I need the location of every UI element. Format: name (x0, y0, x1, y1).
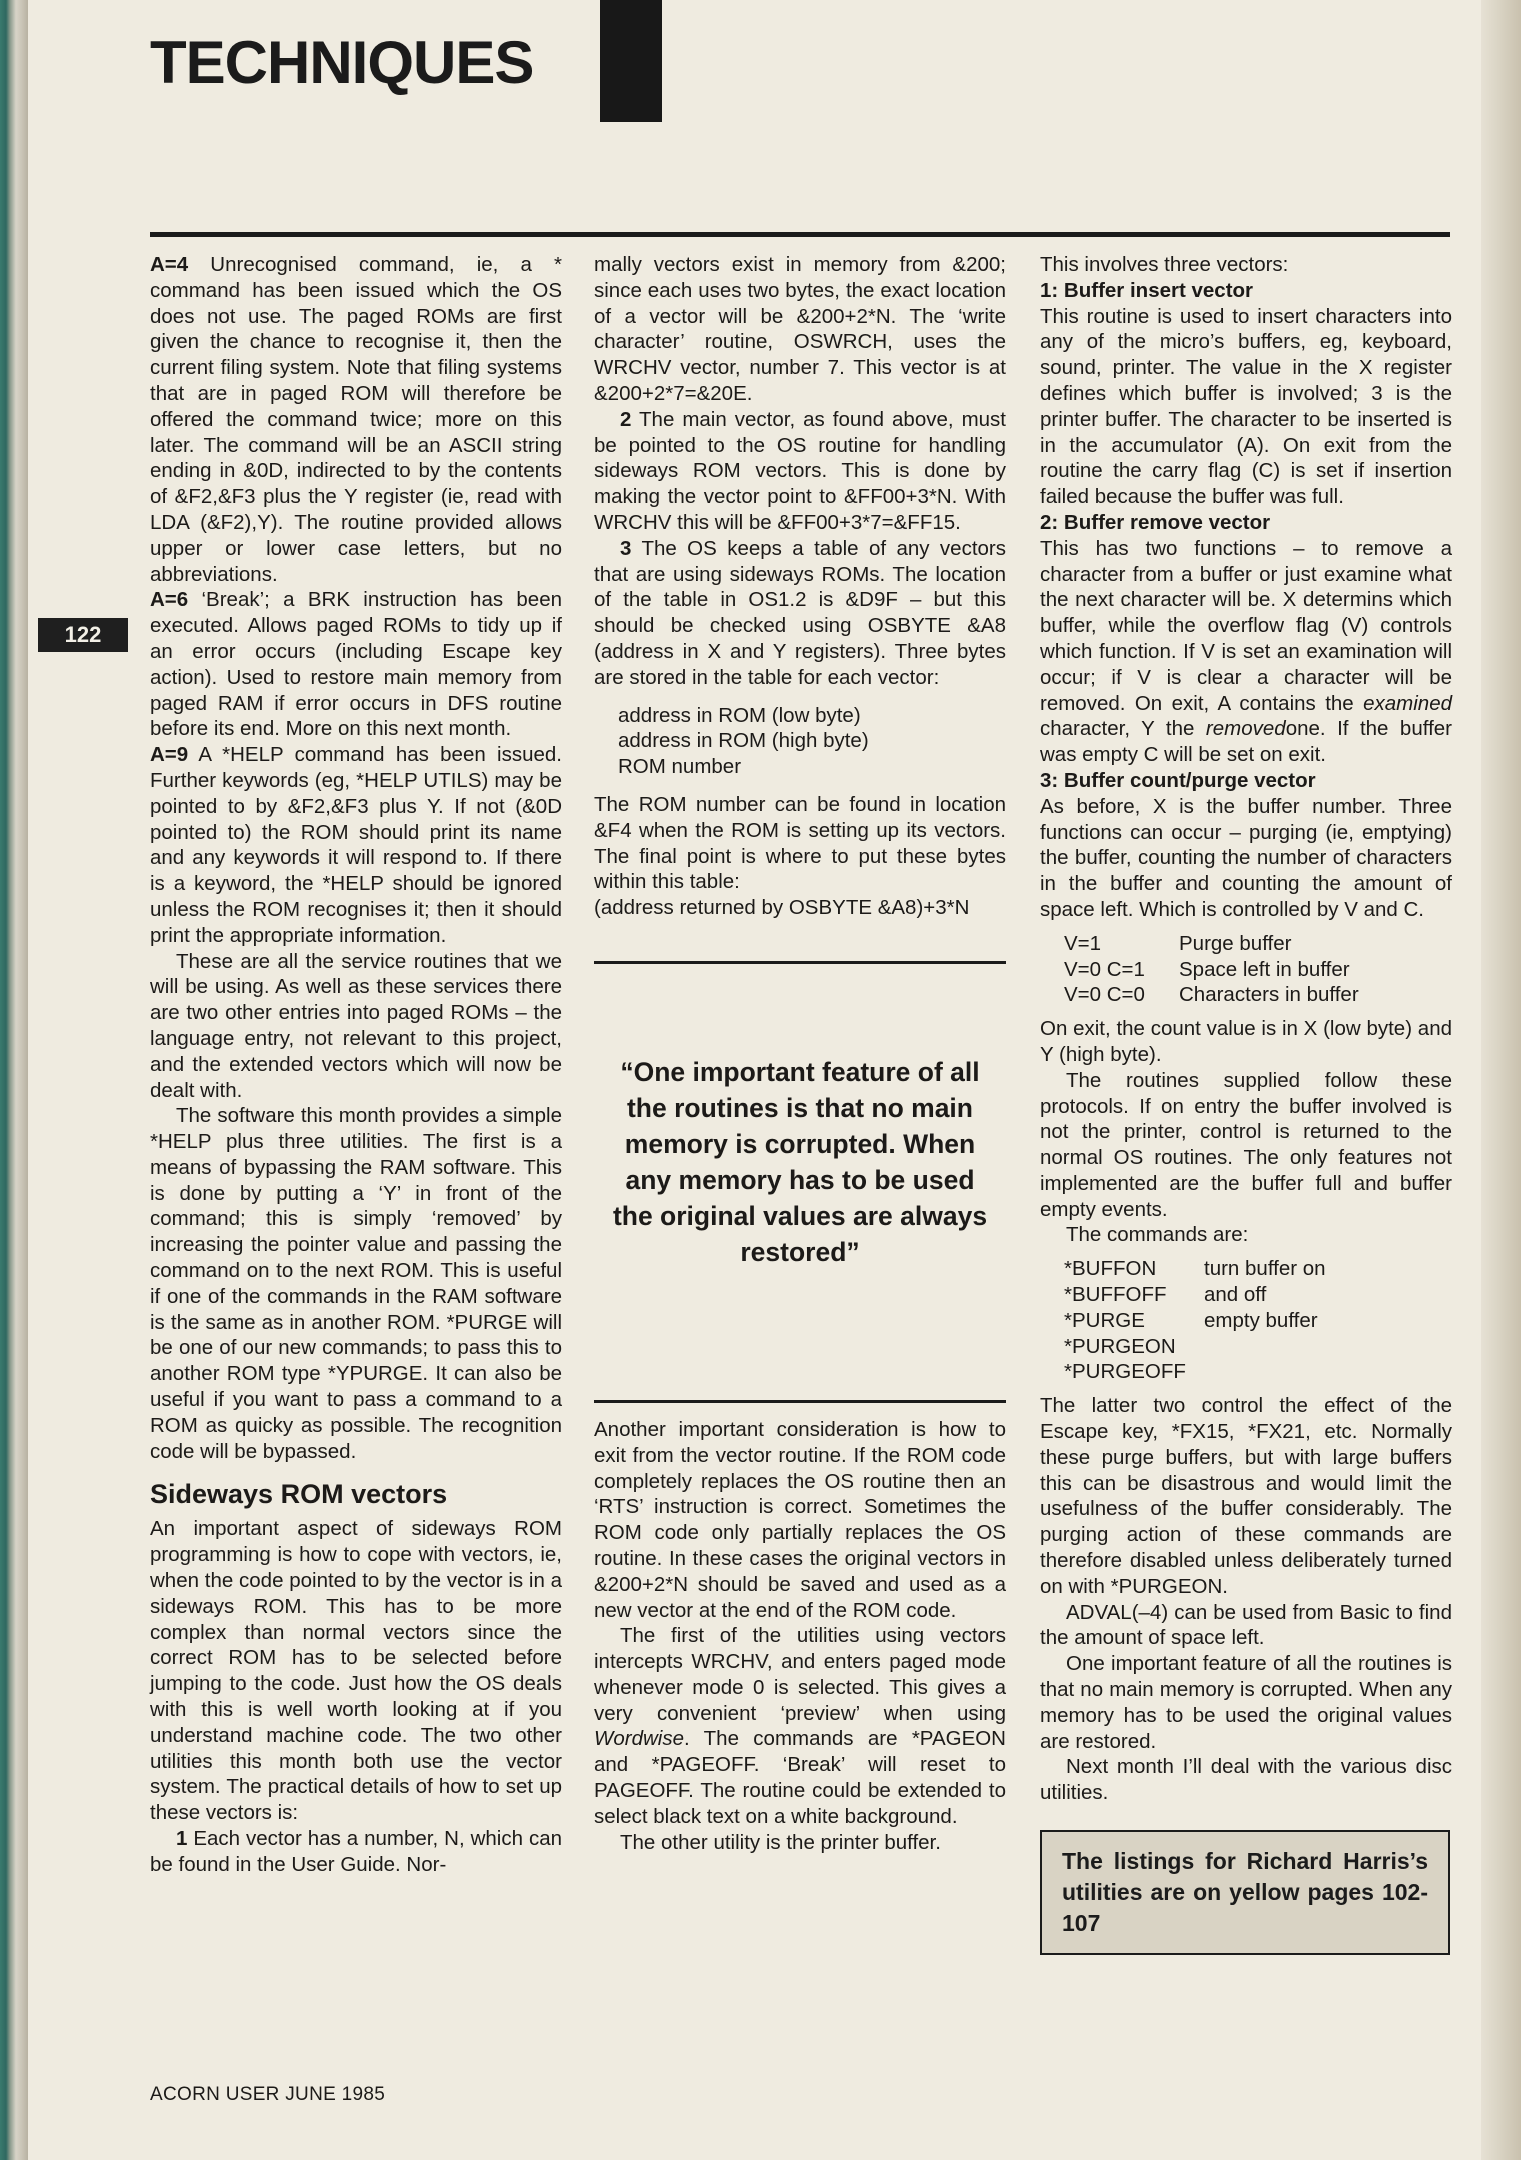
emphasis: removed (1205, 717, 1286, 741)
pull-quote: “One important feature of all the routines is that no main memory is corrupted. When any memory has to be used the original values are always restored” (612, 1056, 988, 1267)
listings-callout-box: The listings for Richard Harris’s utilities are on yellow pages 102-107 (1040, 1830, 1450, 1955)
table-cell: *PURGEON (1064, 1334, 1176, 1358)
paragraph-text: The main vector, as found above, must be pointed to the OS routine for handling sideways ROM vectors. This is done by making the vector point to &FF00+3*N. With WRCHV this will be &FF00+3*7=&FF15. (594, 407, 1006, 534)
subheading: 2: Buffer remove vector (1040, 510, 1271, 534)
table-cell: *BUFFON (1064, 1257, 1157, 1281)
paragraph-text: . The commands are *PAGEON and *PAGEOFF. ‘Break’ will reset to PAGEOFF. The routine could be extended to select black text on a white background. (594, 1727, 1006, 1828)
column-2 (594, 252, 1006, 1855)
table-cell: Characters in buffer (1179, 983, 1359, 1007)
table-row (1064, 982, 1452, 1008)
paragraph (594, 536, 1006, 691)
quote-rule-bottom (594, 1400, 1006, 1403)
table-cell: *BUFFOFF (1064, 1283, 1167, 1307)
paragraph: An important aspect of sideways ROM programming is how to cope with vectors, ie, when the code pointed to by the vector is in a sideways ROM. This has to be more complex than normal vectors since the correct ROM has to be selected before jumping to the code. Just how the OS deals with this is well worth looking at if you understand machine code. The two other utilities this month both use the vector system. The practical details of how to set up these vectors is: (150, 1517, 562, 1825)
paragraph: On exit, the count value is in X (low byte) and Y (high byte). (1040, 1017, 1452, 1066)
paragraph-text: The first of the utilities using vectors intercepts WRCHV, and enters paged mode whenever mode 0 is selected. This gives a very convenient ‘preview’ when using (594, 1624, 1006, 1725)
subheading: 3: Buffer count/purge vector (1040, 768, 1316, 792)
column-3 (1040, 252, 1452, 1955)
paragraph: The latter two control the effect of the Escape key, *FX15, *FX21, etc. Normally these purge buffers, but with large buffers this can be disastrous and would limit the usefulness of the buffer considerably. The purging action of these commands are therefore disabled unless deliberately turned on with *PURGEON. (1040, 1394, 1452, 1598)
paragraph: As before, X is the buffer number. Three functions can occur – purging (ie, emptying) the buffer, counting the number of characters in the buffer and counting the amount of space left. Which is controlled by V and C. (1040, 794, 1452, 921)
table-cell: V=0 C=0 (1064, 983, 1145, 1007)
table-row (1064, 1282, 1452, 1308)
section-title: TECHNIQUES (150, 29, 534, 96)
paragraph: The routines supplied follow these protocols. If on entry the buffer involved is not the printer, control is returned to the normal OS routines. The only features not implemented are the buffer full and buffer empty events. (1040, 1068, 1452, 1221)
paragraph-text: Unrecognised command, ie, a * command has been issued which the OS does not use. The paged ROMs are first given the chance to recognise it, then the current filing system. Note that filing systems that are in paged ROM will therefore be offered the command twice; more on this later. The command will be an ASCII string ending in &0D, indirected to by the contents of &F2,&F3 plus the Y register (ie, read with LDA (&F2),Y). The routine provided allows upper or lower case letters, but no abbreviations. (150, 253, 562, 586)
table-row (1064, 1359, 1452, 1385)
table-cell: V=0 C=1 (1064, 957, 1145, 981)
formula: (address returned by OSBYTE &A8)+3*N (594, 896, 970, 920)
flag-table (1064, 931, 1452, 1008)
header-tab-block (600, 0, 662, 122)
section-heading: Sideways ROM vectors (150, 1479, 448, 1510)
paragraph: These are all the service routines that we will be using. As well as these services there are two other entries into paged ROMs – the language entry, not relevant to this project, and the extended vectors which will now be dealt with. (150, 949, 562, 1102)
paragraph (150, 587, 562, 742)
table-cell: empty buffer (1204, 1308, 1318, 1332)
table-row (1064, 1334, 1452, 1360)
page-edge (1481, 0, 1521, 2160)
table-row (1064, 1256, 1452, 1282)
table-cell: Purge buffer (1179, 931, 1292, 955)
step-number: 2 (620, 407, 632, 431)
table-row (1064, 1308, 1452, 1334)
step-number: 1 (176, 1827, 188, 1851)
quote-rule-top (594, 961, 1006, 964)
table-cell: and off (1204, 1283, 1267, 1307)
service-label: A=9 (150, 743, 189, 767)
paragraph-text: one. If the buffer was empty C will be set on exit. (1040, 717, 1452, 767)
paragraph: One important feature of all the routines is that no main memory is corrupted. When any memory has to be used the original values are restored. (1040, 1652, 1452, 1753)
service-label: A=6 (150, 588, 189, 612)
table-row (1064, 931, 1452, 957)
paragraph: This involves three vectors: (1040, 253, 1289, 276)
paragraph-text: Each vector has a number, N, which can be found in the User Guide. Nor- (150, 1827, 562, 1876)
service-label: A=4 (150, 253, 189, 276)
paragraph: The other utility is the printer buffer. (620, 1830, 941, 1854)
command-table (1064, 1256, 1452, 1385)
paragraph: Next month I’ll deal with the various disc utilities. (1040, 1755, 1452, 1805)
paragraph-text: A *HELP command has been issued. Further keywords (eg, *HELP UTILS) may be pointed to by &F2,&F3 plus Y. If not (&0D pointed to) the ROM should print its name and any keywords it will respond to. If there is a keyword, the *HELP should be ignored unless the ROM recognises it; then it should print the appropriate information. (150, 743, 562, 947)
paragraph-text: character, Y the (1040, 717, 1206, 741)
table-cell: *PURGE (1064, 1308, 1145, 1332)
paragraph: The commands are: (1066, 1223, 1249, 1247)
paragraph: Another important consideration is how to exit from the vector routine. If the ROM code completely replaces the OS routine then an ‘RTS’ instruction is correct. Sometimes the ROM code only partially replaces the OS routine. In these cases the original vectors in &200+2*N should be saved and used as a new vector at the end of the ROM code. (594, 1417, 1006, 1622)
table-cell: turn buffer on (1204, 1257, 1326, 1281)
paragraph-text: The OS keeps a table of any vectors that are using sideways ROMs. The location of the table in OS1.2 is &D9F – but this should be checked using OSBYTE &A8 (address in X and Y registers). Three bytes are stored in the table for each vector: (594, 536, 1006, 689)
paragraph-text: ‘Break’; a BRK instruction has been executed. Allows paged ROMs to tidy up if an error occurs (including Escape key action). Used to restore main memory from paged RAM if error occurs in DFS routine before its end. More on this next month. (150, 588, 562, 741)
emphasis: examined (1363, 691, 1452, 715)
paragraph: The software this month provides a simple *HELP plus three utilities. The first is a means of bypassing the RAM software. This is done by putting a ‘Y’ in front of the command; this is simply ‘removed’ by increasing the pointer value and passing the command on to the next ROM. This is useful if one of the commands in the RAM software is the same as in another ROM. *PURGE will be one of our new commands; to pass this to another ROM type *YPURGE. It can also be useful if you want to pass a command to a ROM as quicky as possible. The recognition code will be bypassed. (150, 1104, 562, 1463)
page-number: 122 (38, 618, 128, 652)
list-item: ROM number (618, 755, 742, 779)
paragraph (594, 1623, 1006, 1829)
product-name: Wordwise (594, 1727, 684, 1751)
paragraph (150, 252, 562, 587)
byte-list (618, 703, 1006, 780)
paragraph: This routine is used to insert characters into any of the micro’s buffers, eg, keyboard, sound, printer. The value in the X register defines which buffer is involved; 3 is the printer buffer. The character to be inserted is in the accumulator (A). On exit from the routine the carry flag (C) is set if insertion failed because the buffer was full. (1040, 304, 1452, 509)
table-row (1064, 957, 1452, 983)
list-item: address in ROM (high byte) (618, 729, 869, 753)
paragraph: The ROM number can be found in location &F4 when the ROM is setting up its vectors. The final point is where to put these bytes within this table: (594, 792, 1006, 894)
paragraph: ADVAL(–4) can be used from Basic to find the amount of space left. (1040, 1600, 1452, 1650)
page-spine (0, 0, 28, 2160)
paragraph (1040, 536, 1452, 768)
paragraph (150, 1826, 562, 1878)
paragraph: mally vectors exist in memory from &200; since each uses two bytes, the exact location of a vector will be &200+2*N. The ‘write character’ routine, OSWRCH, uses the WRCHV vector, number 7. This vector is at &200+2*7=&20E. (594, 253, 1006, 405)
header-rule (150, 232, 1450, 237)
table-cell: Space left in buffer (1179, 957, 1350, 981)
table-cell: *PURGEOFF (1064, 1360, 1186, 1384)
paragraph-text: This has two functions – to remove a character from a buffer or just examine what the next character will be. X determins which buffer, while the overflow flag (V) controls which function. If V is set an examination will occur; if V is clear a character will be removed. On exit, A contains the (1040, 536, 1452, 715)
footer-credit: ACORN USER JUNE 1985 (150, 2084, 386, 2105)
paragraph (594, 407, 1006, 536)
subheading: 1: Buffer insert vector (1040, 278, 1254, 302)
table-cell: V=1 (1064, 931, 1102, 955)
paragraph (150, 742, 562, 948)
step-number: 3 (620, 536, 632, 560)
list-item: address in ROM (low byte) (618, 703, 861, 727)
column-1 (150, 252, 562, 1878)
